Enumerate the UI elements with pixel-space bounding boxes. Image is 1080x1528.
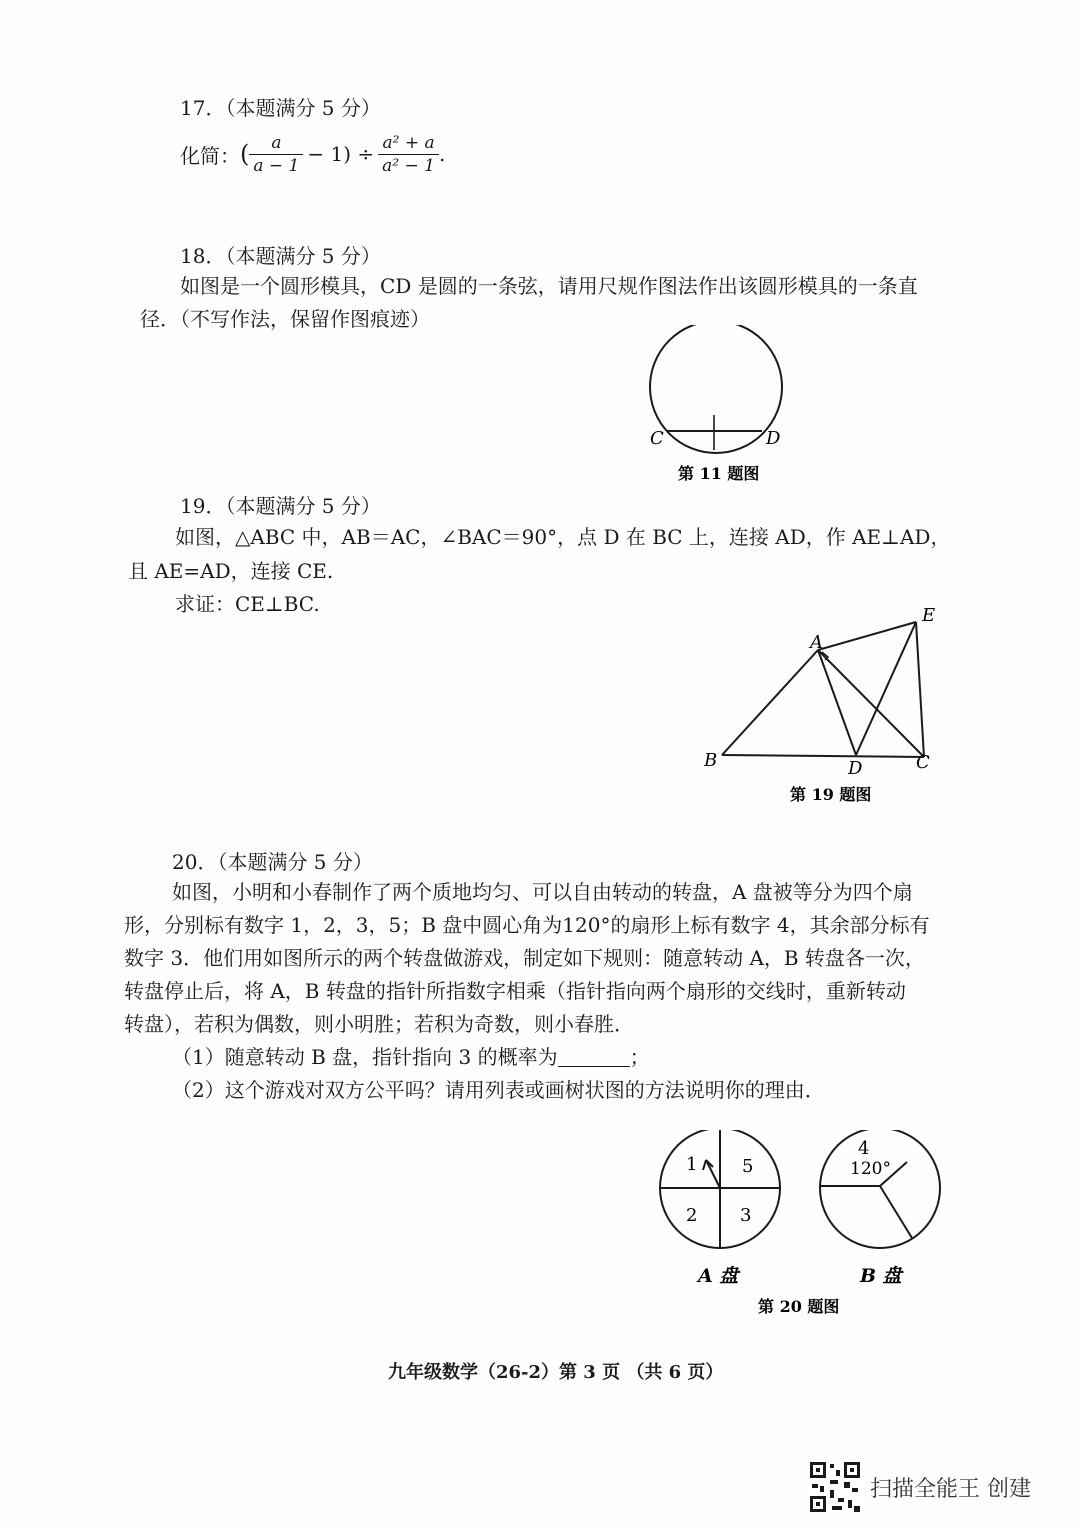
- q20-sub1: [172, 1041, 650, 1074]
- q18-figure: [630, 325, 830, 495]
- q20-line5: 转盘），若积为偶数，则小明胜；若积为奇数，则小春胜．: [124, 1012, 634, 1036]
- spinner-a-label: A 盘: [698, 1265, 739, 1287]
- q18-line2: 径．（不写作法，保留作图痕迹）: [140, 307, 430, 331]
- page-footer: 九年级数学（26-2）第 3 页 （共 6 页）: [388, 1362, 724, 1383]
- q19-segment-ae: [818, 622, 916, 650]
- q19-label-d: D: [848, 758, 863, 779]
- q18-circle: [650, 325, 782, 453]
- q20-line4: 转盘停止后，将 A，B 转盘的指针所指数字相乘（指针指向两个扇形的交线时，重新转动: [124, 979, 906, 1003]
- spinner-a-number-1: 1: [686, 1154, 698, 1175]
- q19-segment-bc: [722, 755, 924, 757]
- q20-header: 20．（本题满分 5 分）: [172, 850, 373, 874]
- q19-line1: 如图，△ABC 中，AB＝AC，∠BAC＝90°，点 D 在 BC 上，连接 AD，作 AE⊥AD，: [175, 525, 951, 549]
- q19-segment-de: [856, 622, 916, 755]
- q17-fraction-2: [378, 134, 439, 175]
- qr-code-icon: [808, 1460, 862, 1514]
- q17-header: 17．（本题满分 5 分）: [180, 96, 381, 120]
- q18-caption: 第 11 题图: [678, 464, 760, 483]
- spinner-a-number-3: 3: [740, 1205, 752, 1226]
- spinner-b-angle: 120°: [850, 1159, 891, 1179]
- spinner-a-pointer: [706, 1160, 720, 1188]
- q20-sub1-end: ；: [629, 1045, 650, 1069]
- q19-label-e: E: [922, 605, 936, 626]
- q19-label-c: C: [916, 752, 930, 773]
- q19-line2: 且 AE=AD，连接 CE.: [128, 559, 334, 583]
- q20-caption: 第 20 题图: [758, 1297, 840, 1316]
- q17-label: 化简：: [180, 143, 240, 168]
- q17-period: .: [438, 142, 446, 166]
- q19-header: 19．（本题满分 5 分）: [180, 494, 381, 518]
- q19-segment-ac: [818, 650, 924, 757]
- q17-f2-denominator: a² − 1: [382, 155, 435, 176]
- spinner-b-divider-bottom: [880, 1186, 912, 1238]
- q20-answer-blank: [558, 1048, 630, 1067]
- q19-segment-ce: [916, 622, 924, 757]
- q20-figure: [650, 1130, 960, 1320]
- q19-caption: 第 19 题图: [790, 785, 872, 804]
- q18-line1: 如图是一个圆形模具，CD 是圆的一条弦，请用尺规作图法作出该圆形模具的一条直: [180, 274, 918, 298]
- spinner-b-circle: [820, 1130, 940, 1248]
- q17-f2-numerator: a² + a: [378, 134, 439, 155]
- q19-figure: [690, 600, 950, 810]
- q18-header: 18．（本题满分 5 分）: [180, 244, 381, 268]
- q20-line2: 形，分别标有数字 1，2，3，5；B 盘中圆心角为120°的扇形上标有数字 4，其余部分标有: [124, 913, 930, 937]
- q18-label-c: C: [650, 428, 664, 449]
- scanner-watermark: 扫描全能王 创建: [870, 1477, 1031, 1502]
- q19-label-a: A: [810, 632, 823, 653]
- q17-expression: [180, 128, 445, 180]
- q17-open-paren: (: [240, 140, 250, 168]
- q20-line1: 如图，小明和小春制作了两个质地均匀、可以自由转动的转盘，A 盘被等分为四个扇: [172, 880, 913, 904]
- q19-segment-ad: [818, 650, 856, 755]
- q17-middle: − 1) ÷: [307, 142, 375, 166]
- q17-fraction-1: [249, 134, 303, 175]
- spinner-b-label: B 盘: [860, 1265, 902, 1287]
- q18-label-d: D: [766, 428, 781, 449]
- spinner-a-number-2: 2: [686, 1205, 698, 1226]
- spinner-a-number-5: 5: [742, 1156, 754, 1177]
- q20-sub1-text: （1）随意转动 B 盘，指针指向 3 的概率为: [172, 1045, 558, 1069]
- q19-segment-ab: [722, 650, 818, 755]
- q19-line3: 求证：CE⊥BC.: [175, 592, 320, 616]
- q17-f1-numerator: a: [249, 134, 303, 155]
- spinner-b: [820, 1130, 940, 1287]
- q19-label-b: B: [704, 750, 718, 771]
- spinner-b-number-4: 4: [858, 1138, 870, 1159]
- q20-line3: 数字 3．他们用如图所示的两个转盘做游戏，制定如下规则：随意转动 A，B 转盘各一次，: [124, 946, 925, 970]
- q20-sub2: （2）这个游戏对双方公平吗？请用列表或画树状图的方法说明你的理由．: [172, 1078, 825, 1102]
- q17-f1-denominator: a − 1: [253, 155, 300, 176]
- spinner-a: [660, 1130, 780, 1287]
